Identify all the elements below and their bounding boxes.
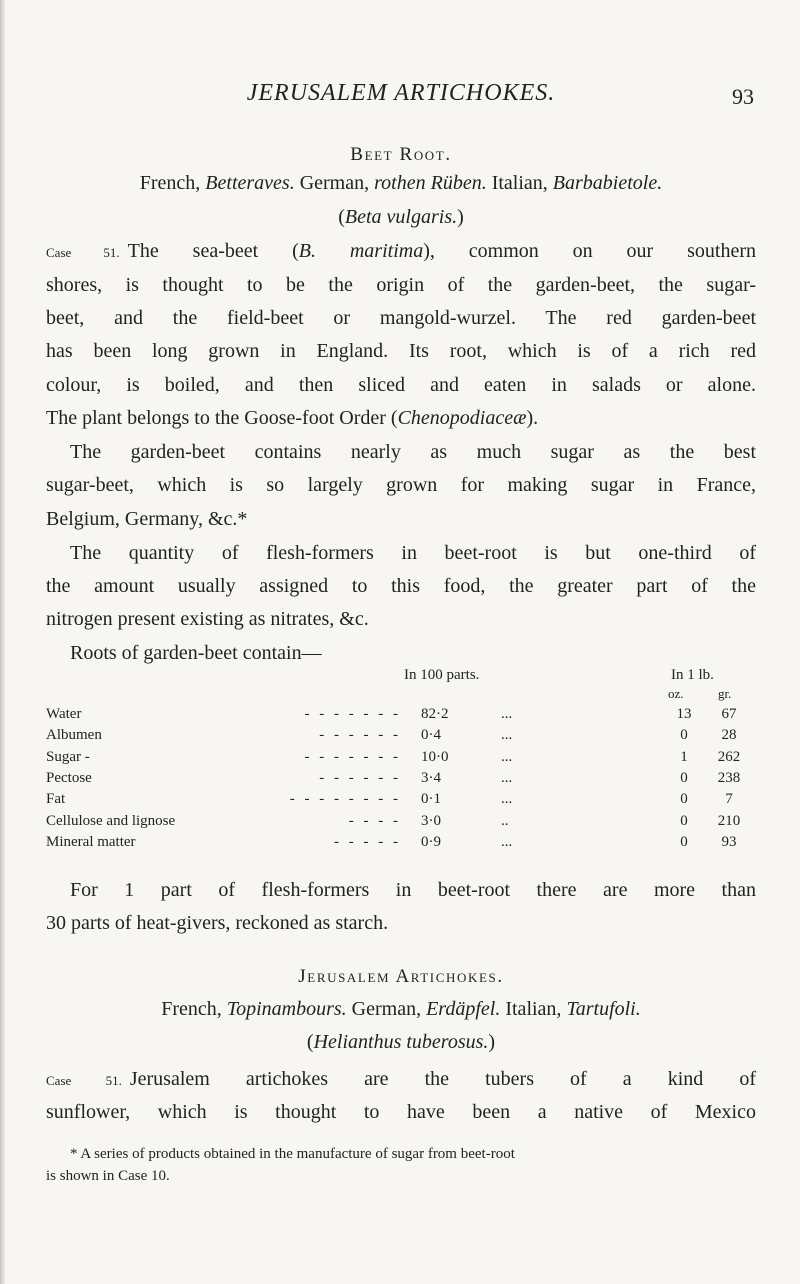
row-leader: - - - - - - - (304, 706, 401, 722)
case-label: Case 51. (46, 1073, 122, 1088)
paragraph-line: For 1 part of flesh-formers in beet-root there are more than (70, 879, 756, 901)
table-row (46, 706, 756, 726)
paragraph-line: shores, is thought to be the origin of the garden-beet, the sugar- (46, 274, 756, 296)
paragraph-line: colour, is boiled, and then sliced and eaten in salads or alone. (46, 374, 756, 396)
row-gr-value: 67 (721, 706, 737, 722)
row-label: Fat (46, 791, 66, 808)
row-gr-value: 7 (725, 791, 733, 808)
paragraph-line: The quantity of flesh-formers in beet-root is but one-third of (70, 542, 756, 564)
row-oz-value: 0 (680, 791, 688, 808)
column-header-parts: In 100 parts. (404, 667, 480, 683)
row-dots: ... (501, 748, 513, 765)
running-title: JERUSALEM ARTICHOKES. (246, 80, 556, 106)
row-dots: ... (501, 833, 513, 850)
column-header-lb: In 1 lb. (671, 667, 714, 683)
row-label: Pectose (46, 769, 92, 786)
unit-oz: oz. (668, 686, 684, 701)
paragraph-line: Case 51. The sea-beet (B. maritima), common on our southern (46, 240, 756, 262)
row-gr-value: 28 (721, 727, 737, 744)
table-row (46, 749, 756, 769)
row-dots: ... (501, 791, 513, 808)
paragraph-line: nitrogen present existing as nitrates, &c. (46, 608, 369, 630)
page-number: 93 (732, 84, 754, 109)
row-label: Albumen (46, 727, 102, 744)
unit-gr: gr. (718, 686, 732, 701)
row-oz-value: 0 (680, 769, 688, 786)
common-names-line: French, Betteraves. German, rothen Rüben. Italian, Barbabietole. (139, 172, 663, 194)
row-leader: - - - - - - (319, 727, 401, 744)
row-oz-value: 0 (680, 833, 688, 850)
table-row (46, 813, 756, 833)
table-row (46, 791, 756, 811)
row-label: Cellulose and lignose (46, 812, 176, 829)
paragraph-line: Case 51. Jerusalem artichokes are the tubers of a kind of (46, 1068, 756, 1090)
paragraph-line: Belgium, Germany, &c.* (46, 508, 248, 530)
row-dots: ... (501, 769, 513, 786)
german-name: Erdäpfel. (426, 998, 501, 1020)
row-gr-value: 238 (717, 769, 741, 786)
italian-name: Tartufoli. (566, 998, 641, 1020)
latin-name-line: (Helianthus tuberosus.) (306, 1031, 496, 1053)
row-oz-value: 1 (680, 748, 688, 765)
row-parts-value: 3·0 (421, 812, 441, 829)
row-parts-value: 82·2 (421, 706, 449, 722)
common-names-line: French, Topinambours. German, Erdäpfel. Italian, Tartufoli. (161, 998, 641, 1020)
row-label: Water (46, 706, 82, 722)
row-leader: - - - - - - - - (289, 791, 401, 808)
row-oz-value: 0 (680, 727, 688, 744)
german-name: rothen Rüben. (374, 172, 487, 194)
row-leader: - - - - - - (319, 769, 401, 786)
footnote-line: is shown in Case 10. (46, 1168, 170, 1184)
row-dots: ... (501, 727, 513, 744)
table-row (46, 727, 756, 747)
row-leader: - - - - (348, 812, 401, 829)
case-label: Case 51. (46, 245, 120, 260)
paragraph-line: The garden-beet contains nearly as much sugar as the best (70, 441, 756, 463)
row-label: Sugar - (46, 748, 90, 765)
latin-name: Helianthus tuberosus. (313, 1031, 489, 1053)
table-header (46, 667, 756, 687)
row-label: Mineral matter (46, 833, 136, 850)
row-leader: - - - - - - - (304, 748, 401, 765)
italian-name: Barbabietole. (552, 172, 663, 194)
paragraph-line: the amount usually assigned to this food, the greater part of the (46, 575, 756, 597)
row-parts-value: 3·4 (421, 769, 441, 786)
paragraph-line: has been long grown in England. Its root, which is of a rich red (46, 340, 756, 362)
row-parts-value: 10·0 (421, 748, 449, 765)
row-oz-value: 13 (676, 706, 692, 722)
table-row (46, 834, 756, 854)
paragraph-line: The plant belongs to the Goose-foot Order (Chenopodiaceæ). (46, 407, 539, 429)
row-parts-value: 0·4 (421, 727, 441, 744)
paragraph-line: sunflower, which is thought to have been a native of Mexico (46, 1101, 756, 1123)
row-gr-value: 210 (717, 812, 741, 829)
paragraph-line: beet, and the field-beet or mangold-wurzel. The red garden-beet (46, 307, 756, 329)
table-units (46, 686, 756, 706)
table-row (46, 770, 756, 790)
row-leader: - - - - - (334, 833, 401, 850)
french-name: Topinambours. (226, 998, 347, 1020)
latin-name: Beta vulgaris. (344, 206, 458, 228)
row-dots: ... (501, 706, 513, 722)
row-parts-value: 0·1 (421, 791, 441, 808)
row-dots: .. (501, 812, 509, 829)
row-gr-value: 262 (717, 748, 741, 765)
row-parts-value: 0·9 (421, 833, 441, 850)
french-name: Betteraves. (205, 172, 295, 194)
paragraph-line: sugar-beet, which is so largely grown for making sugar in France, (46, 474, 756, 496)
row-oz-value: 0 (680, 812, 688, 829)
section-title-jerusalem-artichokes: Jerusalem Artichokes. (298, 966, 504, 987)
section-title-beet-root: Beet Root. (350, 144, 452, 165)
table-intro: Roots of garden-beet contain— (70, 642, 322, 664)
page-edge-shadow (0, 0, 5, 1284)
latin-name-line: (Beta vulgaris.) (338, 206, 464, 228)
paragraph-line: 30 parts of heat-givers, reckoned as starch. (46, 912, 389, 934)
row-gr-value: 93 (721, 833, 737, 850)
footnote-line: * A series of products obtained in the manufacture of sugar from beet-root (70, 1146, 515, 1162)
